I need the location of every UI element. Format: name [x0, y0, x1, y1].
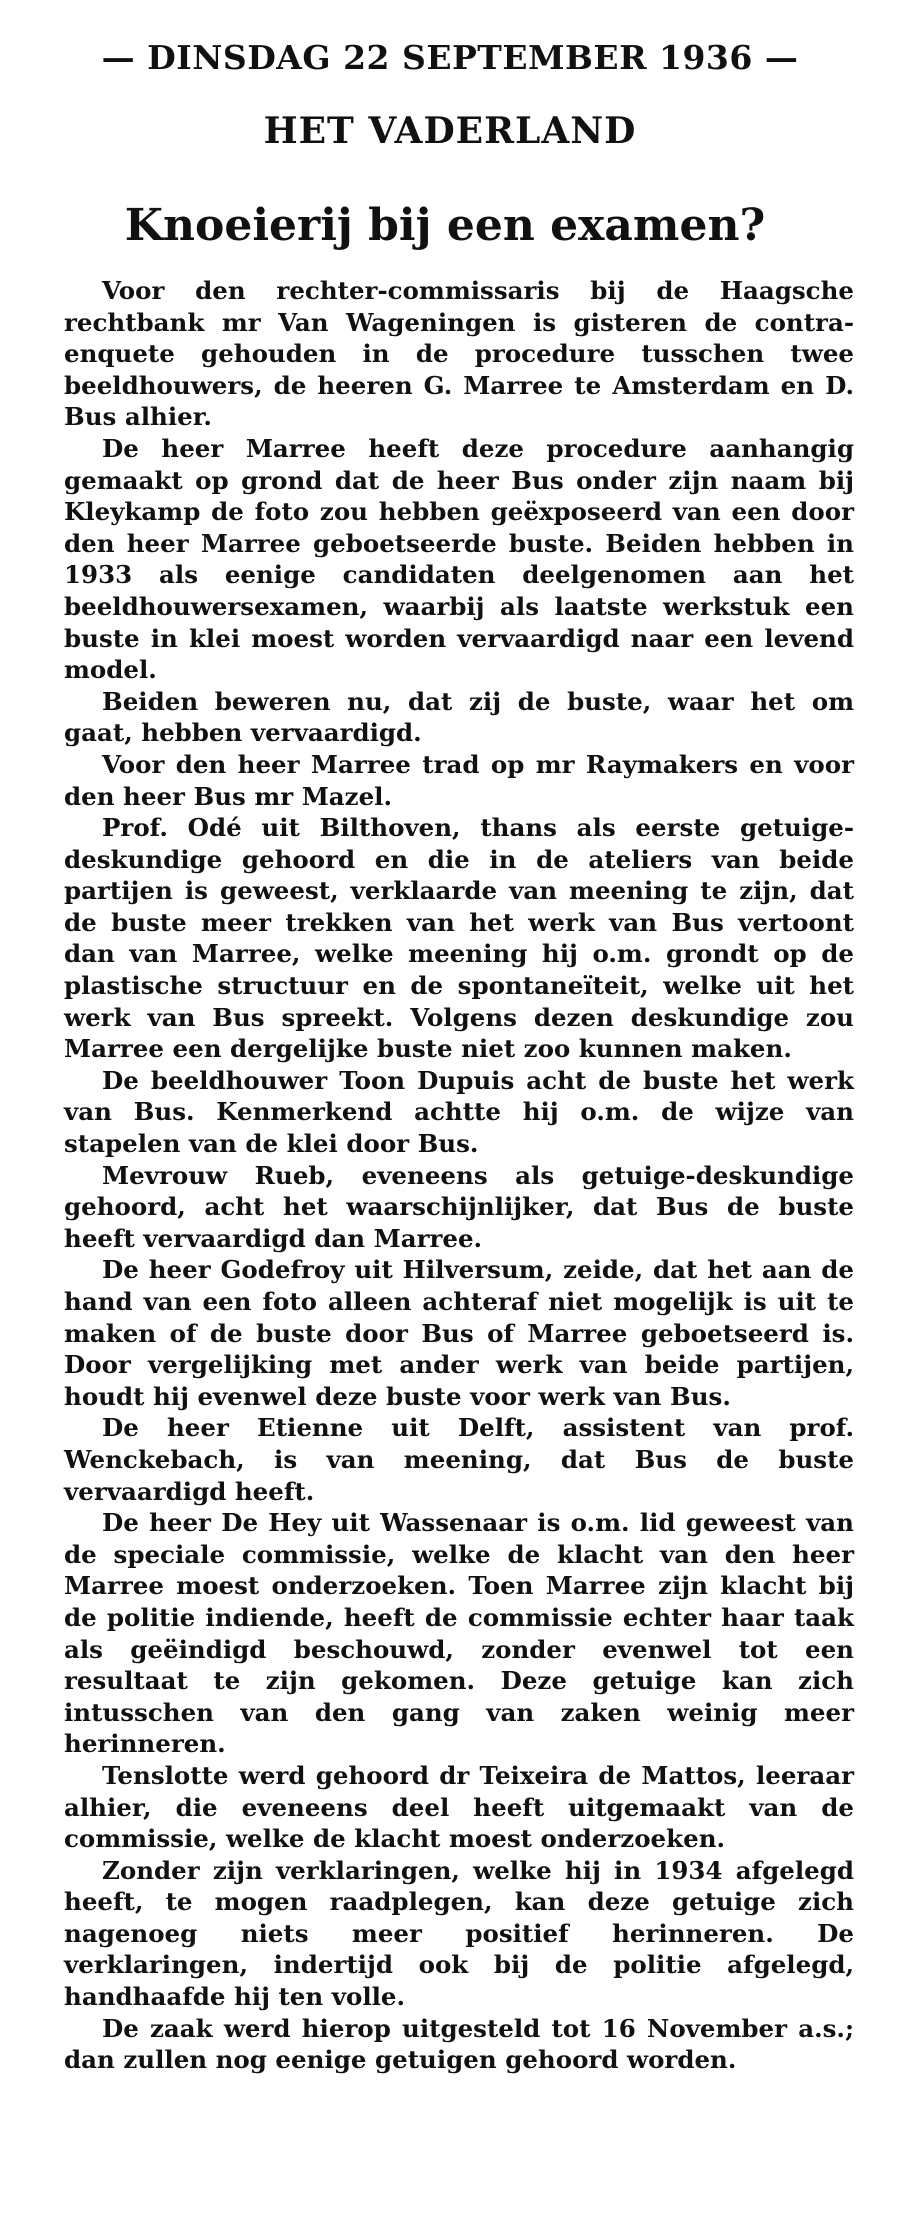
article-paragraph: Prof. Odé uit Bilthoven, thans als eerste getuige-deskundige gehoord en die in de ateliers van beide partijen is geweest, verklaarde van meening te zijn, dat de buste meer trekken van het werk van Bus vertoont dan van Marree, welke meening hij o.m. grondt op de plastische structuur en de spontaneïteit, welke uit het werk van Bus spreekt. Volgens dezen deskundige zou Marree een dergelijke buste niet zoo kunnen maken.: [64, 813, 854, 1064]
newspaper-name: HET VADERLAND: [263, 110, 637, 152]
article-paragraph: Mevrouw Rueb, eveneens als getuige-deskundige gehoord, acht het waarschijnlijker, dat Bus de buste heeft vervaardigd dan Marree.: [64, 1160, 854, 1253]
article-body: [64, 275, 854, 2076]
article-paragraph: Zonder zijn verklaringen, welke hij in 1934 afgelegd heeft, te mogen raadplegen, kan deze getuige zich nagenoeg niets meer positief herinneren. De verklaringen, indertijd ook bij de politie afgelegd, handhaafde hij ten volle.: [64, 1855, 854, 2012]
article-paragraph: Voor den rechter-commissaris bij de Haagsche rechtbank mr Van Wageningen is gisteren de contra-enquete gehouden in de procedure tusschen twee beeldhouwers, de heeren G. Marree te Amsterdam en D. Bus alhier.: [64, 276, 854, 432]
article-paragraph: De heer Etienne uit Delft, assistent van prof. Wenckebach, is van meening, dat Bus de buste vervaardigd heeft.: [64, 1413, 854, 1506]
article-paragraph: De heer Godefroy uit Hilversum, zeide, dat het aan de hand van een foto alleen achteraf niet mogelijk is uit te maken of de buste door Bus of Marree geboetseerd is. Door vergelijking met ander werk van beide partijen, houdt hij evenwel deze buste voor werk van Bus.: [64, 1255, 854, 1411]
article-paragraph: De zaak werd hierop uitgesteld tot 16 November a.s.; dan zullen nog eenige getuigen gehoord worden.: [64, 2013, 854, 2075]
article-paragraph: Voor den heer Marree trad op mr Raymakers en voor den heer Bus mr Mazel.: [64, 749, 854, 811]
article-paragraph: De heer Marree heeft deze procedure aanhangig gemaakt op grond dat de heer Bus onder zijn naam bij Kleykamp de foto zou hebben geëxposeerd van een door den heer Marree geboetseerde buste. Beiden hebben in 1933 als eenige candidaten deelgenomen aan het beeldhouwersexamen, waarbij als laatste werkstuk een buste in klei moest worden vervaardigd naar een levend model.: [64, 433, 854, 685]
dateline: — DINSDAG 22 SEPTEMBER 1936 —: [101, 38, 799, 77]
article-paragraph: De beeldhouwer Toon Dupuis acht de buste het werk van Bus. Kenmerkend achtte hij o.m. de wijze van stapelen van de klei door Bus.: [64, 1065, 854, 1159]
article-headline: Knoeierij bij een examen?: [124, 200, 766, 251]
article-paragraph: Beiden beweren nu, dat zij de buste, waar het om gaat, hebben vervaardigd.: [64, 686, 854, 748]
article-paragraph: De heer De Hey uit Wassenaar is o.m. lid geweest van de speciale commissie, welke de klacht van den heer Marree moest onderzoeken. Toen Marree zijn klacht bij de politie indiende, heeft de commissie echter haar taak als geëindigd beschouwd, zonder evenwel tot een resultaat te zijn gekomen. Deze getuige kan zich intusschen van den gang van zaken weinig meer herinneren.: [64, 1508, 854, 1759]
article-paragraph: Tenslotte werd gehoord dr Teixeira de Mattos, leeraar alhier, die eveneens deel heeft uitgemaakt van de commissie, welke de klacht moest onderzoeken.: [64, 1760, 854, 1854]
